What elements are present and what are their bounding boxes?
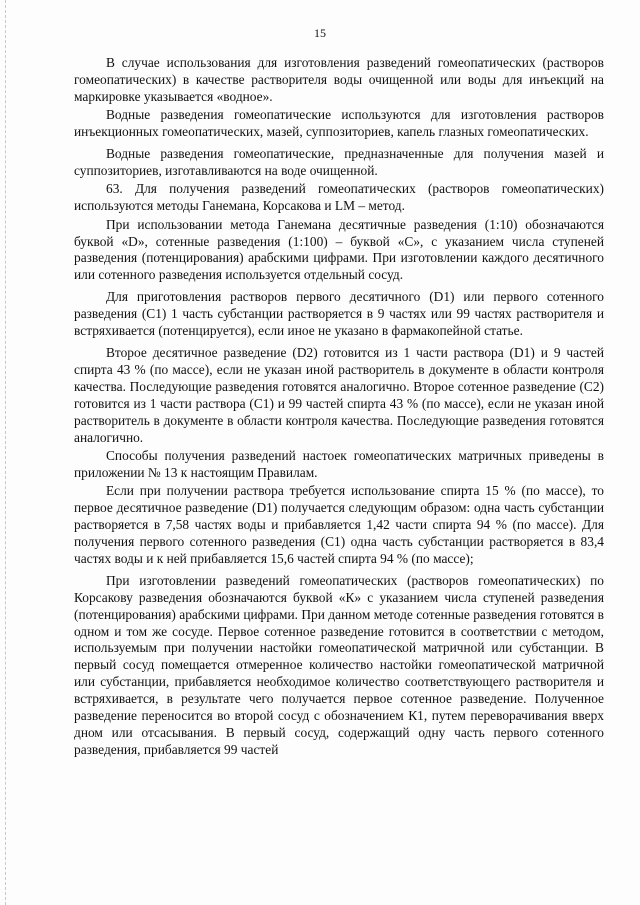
scan-edge-line <box>5 0 7 905</box>
paragraph-methods: 63. Для получения разведений гомеопатических (растворов гомеопатических) используются методы Ганемана, Корсакова и LM – метод. <box>74 181 604 214</box>
paragraph-appendix-13: Способы получения разведений настоек гомеопатических матричных приведены в приложении № 13 к настоящим Правилам. <box>74 447 604 480</box>
paragraph-first-dilution: Для приготовления растворов первого десятичного (D1) или первого сотенного разведения (С1) 1 часть субстанции растворяется в 9 частях или 99 частях растворителя и встряхивается (потенцируется), если иное не указано в фармакопейной статье. <box>74 289 604 339</box>
paragraph-water-use: Водные разведения гомеопатические используются для изготовления растворов инъекционных гомеопатических, мазей, суппозиториев, капель глазных гомеопатических. <box>74 107 604 140</box>
paragraph-ethanol-15: Если при получении раствора требуется использование спирта 15 % (по массе), то первое десятичное разведение (D1) получается следующим образом: одна часть субстанции растворяется в 7,58 частях воды и прибавляется 1,42 части спирта 94 % (по массе). Для получения первого сотенного разведения (С1) одна часть субстанции растворяется в 83,4 частях воды и к ней прибавляется 15,6 частей спирта 94 % (по массе); <box>74 483 604 566</box>
document-body <box>74 55 604 760</box>
page-number: 15 <box>314 26 326 40</box>
paragraph-water-label: В случае использования для изготовления разведений гомеопатических (растворов гомеопатических) в качестве растворителя воды очищенной или воды для инъекций на маркировке указывается «водное». <box>74 55 604 104</box>
paragraph-second-dilution: Второе десятичное разведение (D2) готовится из 1 части раствора (D1) и 9 частей спирта 43 % (по массе), если не указан иной растворитель в документе в области контроля качества. Последующие разведения готовятся аналогично. Второе сотенное разведение (С2) готовится из 1 части раствора (С1) и 99 частей спирта 43 % (по массе), если не указан иной растворитель в документе в области контроля качества. Последующие разведения готовятся аналогично. <box>74 345 604 445</box>
paragraph-korsakov: При изготовлении разведений гомеопатических (растворов гомеопатических) по Корсакову разведения обозначаются буквой «К» с указанием числа ступеней разведения (потенцирования) арабскими цифрами. При данном методе сотенные разведения готовятся в одном и том же сосуде. Первое сотенное разведение готовится в соответствии с методом, используемым при получении настойки гомеопатической матричной или субстанции. В первый сосуд помещается отмеренное количество настойки гомеопатической матричной или субстанции, прибавляется необходимое количество соответствующего растворителя и встряхивается, в результате чего получается первое сотенное разведение. Полученное разведение переносится во второй сосуд с обозначением К1, путем переворачивания вверх дном или отсасывания. В первый сосуд, содержащий одну часть первого сотенного разведения, прибавляется 99 частей <box>74 572 604 757</box>
paragraph-water-purified: Водные разведения гомеопатические, предназначенные для получения мазей и суппозиториев, изготавливаются на воде очищенной. <box>74 146 604 178</box>
paragraph-hahnemann: При использовании метода Ганемана десятичные разведения (1:10) обозначаются буквой «D», сотенные разведения (1:100) – буквой «С», с указанием числа ступеней разведения (потенцирования) арабскими цифрами. При изготовлении каждого десятичного или сотенного разведения используется отдельный сосуд. <box>74 216 604 283</box>
